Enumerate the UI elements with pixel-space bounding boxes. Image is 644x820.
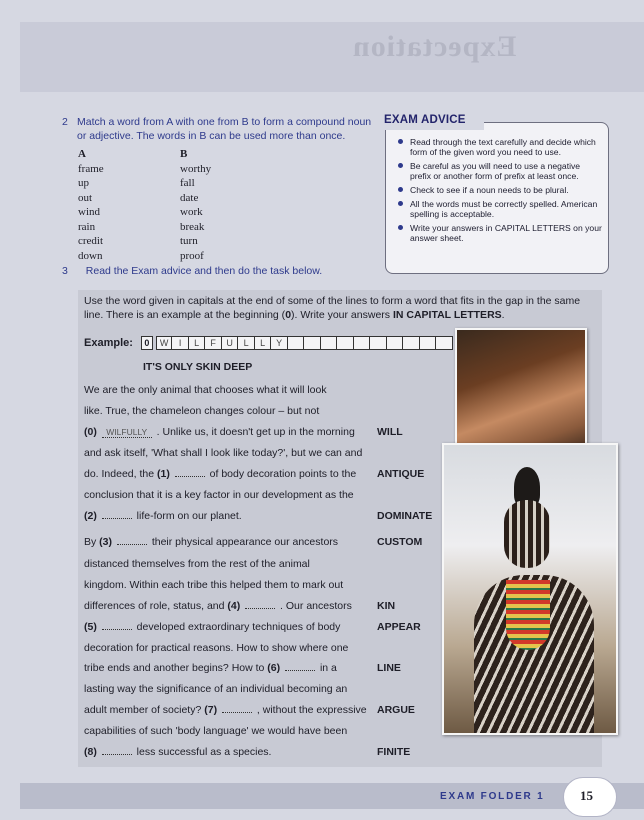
story-line-text: We are the only animal that chooses what it will look: [84, 384, 327, 396]
answer-cell: [354, 336, 371, 350]
answer-gap: [117, 544, 147, 545]
column-b-word: worthy: [180, 162, 212, 175]
footer-bar: [20, 783, 644, 809]
column-a: [78, 147, 104, 263]
story-line: [84, 579, 343, 591]
story-line-text: like. True, the chameleon changes colour – but not: [84, 405, 320, 417]
answer-cell: L: [238, 336, 255, 350]
answer-cell: [321, 336, 338, 350]
advice-item: [398, 161, 603, 182]
story-line-text: do. Indeed, the: [84, 468, 157, 480]
advice-text: Read through the text carefully and decide which form of the given word you need to use.: [410, 137, 596, 158]
story-line-text: in a: [317, 662, 337, 674]
story-line: [84, 683, 347, 695]
story-line-text: decoration for practical reasons. How to show where one: [84, 642, 349, 654]
story-line: [84, 468, 356, 480]
answer-cell: [387, 336, 404, 350]
story-line: [84, 405, 319, 417]
banner-word: Expectation: [352, 30, 517, 63]
column-b-word: date: [180, 191, 199, 204]
gap-number: (8): [84, 746, 100, 758]
task3-heading: [62, 265, 322, 277]
answer-cell: L: [189, 336, 206, 350]
answer-gap: [102, 754, 132, 755]
story-line-text: lasting way the significance of an individual becoming an: [84, 683, 348, 695]
story-line-text: adult member of society?: [84, 704, 205, 716]
story-line: [84, 642, 348, 654]
keyword: DOMINATE: [377, 510, 433, 522]
task2-number: 2: [62, 116, 68, 128]
story-line-text: conclusion that it is a key factor in our development as the: [84, 489, 354, 501]
advice-text: Be careful as you will need to use a negative prefix or another form of prefix at least once.: [410, 161, 581, 182]
gap-number: (1): [156, 468, 173, 480]
story-line: [84, 510, 242, 522]
column-a-word: rain: [78, 220, 96, 233]
answer-gap: [175, 476, 205, 477]
example-number-box: 0: [141, 336, 153, 350]
answer-cell: [436, 336, 453, 350]
instructions-text: ). Write your answers: [291, 309, 393, 321]
task2-heading: [62, 115, 382, 143]
column-b-word: fall: [180, 177, 195, 189]
keyword: WILL: [377, 426, 403, 438]
bullet-icon: [398, 201, 403, 206]
task3-text: Read the Exam advice and then do the task below.: [85, 265, 323, 277]
story-line-text: their physical appearance our ancestors: [148, 536, 339, 548]
photo-woman-tattoo: [455, 328, 587, 461]
column-b: [180, 147, 211, 263]
photo-beads: [506, 580, 550, 650]
answer-cell: [420, 336, 437, 350]
gap-number: (4): [227, 600, 244, 612]
bullet-icon: [398, 139, 403, 144]
column-b-word: proof: [180, 249, 204, 262]
answer-gap: [102, 518, 132, 519]
answer-cell: U: [222, 336, 239, 350]
answer-gap: [285, 670, 315, 671]
keyword: APPEAR: [377, 621, 421, 633]
story-line-text: tribe ends and another begins? How to: [84, 662, 268, 674]
exam-advice-list: [398, 137, 603, 247]
instructions-text: Use the word given in capitals at the end of some of the lines to form a word that fits in the gap in the same line. There is an example at the beginning (: [84, 295, 581, 321]
story-line-text: By: [84, 536, 100, 548]
answer-gap: [245, 608, 275, 609]
column-a-word: frame: [78, 162, 104, 175]
story-line: [84, 621, 340, 633]
column-b-header: B: [180, 148, 188, 160]
exam-advice-title: EXAM ADVICE: [382, 114, 484, 130]
story-line-text: , without the expressive: [253, 704, 367, 716]
story-line: [84, 662, 337, 674]
bullet-icon: [398, 225, 403, 230]
gap-number: (6): [267, 662, 284, 674]
story-line: [84, 489, 354, 501]
advice-item: [398, 199, 603, 220]
answer-cell: I: [172, 336, 189, 350]
advice-item: [398, 137, 603, 158]
answer-cell: [337, 336, 354, 350]
story-line: [84, 704, 367, 716]
task2-text: Match a word from A with one from B to form a compound noun or adjective. The words in B can be used more than once.: [77, 116, 372, 142]
instructions-zero: 0: [285, 309, 292, 321]
story-line-text: of body decoration points to the: [206, 468, 357, 480]
task3-number: 3: [62, 265, 68, 277]
column-b-word: turn: [180, 235, 198, 247]
column-a-word: out: [78, 191, 93, 204]
keyword: CUSTOM: [377, 536, 423, 548]
instructions-text: .: [501, 309, 505, 321]
keyword: ARGUE: [377, 704, 415, 716]
example-row: [84, 335, 453, 351]
photo-head: [504, 500, 550, 568]
bullet-icon: [398, 187, 403, 192]
story-line: [84, 384, 327, 396]
task-instructions: [84, 294, 594, 322]
advice-text: Write your answers in CAPITAL LETTERS on your answer sheet.: [410, 223, 602, 244]
page-number: 15: [580, 788, 593, 803]
story-line-text: kingdom. Within each tribe this helped them to mark out: [84, 579, 344, 591]
answer-cell: L: [255, 336, 272, 350]
story-line: [84, 558, 310, 570]
story-line-text: . Unlike us, it doesn't get up in the morning: [153, 426, 355, 438]
advice-text: All the words must be correctly spelled. American spelling is acceptable.: [410, 198, 598, 220]
answer-cell: W: [156, 336, 173, 350]
answer-gap: [222, 712, 252, 713]
example-answer: WILFULLY: [102, 427, 152, 438]
story-line-text: differences of role, status, and: [84, 600, 228, 612]
gap-number: (3): [99, 536, 115, 548]
story-line: [84, 536, 338, 548]
answer-cell: [403, 336, 420, 350]
column-a-word: wind: [78, 206, 100, 218]
story-line-text: developed extraordinary techniques of body: [133, 621, 341, 633]
answer-cells: [156, 336, 453, 350]
advice-text: Check to see if a noun needs to be plural.: [410, 185, 569, 196]
bullet-icon: [398, 163, 403, 168]
story-line: [84, 426, 355, 438]
story-line-text: . Our ancestors: [277, 600, 352, 612]
story-line-text: and ask itself, 'What shall I look like today?', but we can and: [84, 447, 363, 459]
answer-gap: [102, 629, 132, 630]
column-b-word: work: [180, 206, 203, 218]
instructions-capitals: IN CAPITAL LETTERS: [392, 309, 502, 321]
story-line-text: distanced themselves from the rest of the animal: [84, 558, 310, 570]
answer-cell: Y: [271, 336, 288, 350]
gap-number: (7): [204, 704, 220, 716]
footer-label: EXAM FOLDER 1: [440, 791, 545, 802]
answer-cell: [370, 336, 387, 350]
keyword: LINE: [377, 662, 401, 674]
keyword: FINITE: [377, 746, 411, 758]
photo-tribal-man: [442, 443, 618, 735]
story-line: [84, 600, 352, 612]
column-a-header: A: [78, 148, 86, 160]
gap-number: (0): [84, 426, 100, 438]
column-a-word: up: [78, 177, 89, 189]
gap-number: (5): [84, 621, 100, 633]
example-label: Example:: [84, 337, 133, 349]
keyword: ANTIQUE: [377, 468, 425, 480]
answer-cell: [304, 336, 321, 350]
advice-item: [398, 185, 603, 195]
column-b-word: break: [180, 220, 205, 233]
column-a-word: down: [78, 249, 103, 262]
story-title: IT'S ONLY SKIN DEEP: [143, 361, 253, 373]
story-line-text: capabilities of such 'body language' we would have been: [84, 725, 348, 737]
top-banner: [20, 22, 644, 92]
keyword: KIN: [377, 600, 396, 612]
gap-number: (2): [84, 510, 100, 522]
story-line-text: life-form on our planet.: [133, 510, 242, 522]
story-line: [84, 725, 347, 737]
story-line: [84, 447, 362, 459]
column-a-word: credit: [78, 235, 104, 247]
answer-cell: [288, 336, 305, 350]
advice-item: [398, 223, 603, 244]
story-line-text: less successful as a species.: [133, 746, 272, 758]
answer-cell: F: [205, 336, 222, 350]
story-line: [84, 746, 271, 758]
